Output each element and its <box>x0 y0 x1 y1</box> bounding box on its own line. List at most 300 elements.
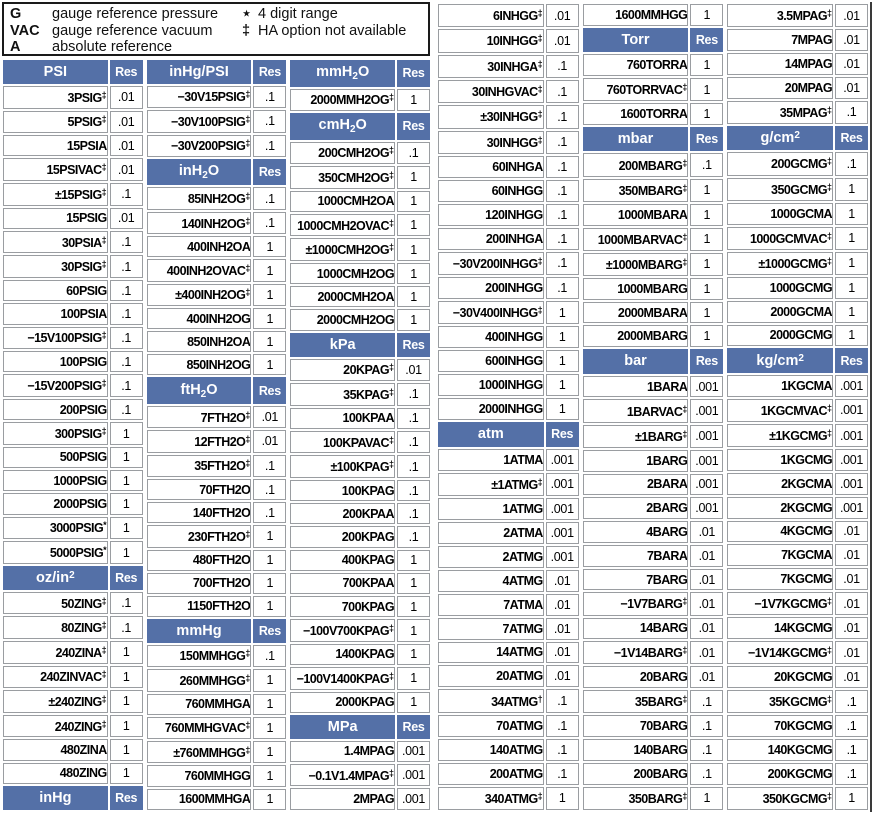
range-code-cell: 100PSIA <box>3 303 108 324</box>
range-code-cell: 70ATMG <box>438 715 544 737</box>
section-header-row <box>727 348 868 373</box>
res-header-cell: Res <box>397 715 430 739</box>
res-header-cell: Res <box>397 113 430 140</box>
range-row <box>290 667 430 690</box>
range-code-cell: 1400KPAG <box>290 644 395 665</box>
res-value-cell: .01 <box>546 570 579 592</box>
range-row <box>147 694 287 715</box>
res-value-cell: 1 <box>110 666 143 689</box>
range-row <box>727 544 868 566</box>
section-header-row <box>147 60 287 84</box>
range-code-cell: 1ATMG <box>438 498 544 520</box>
range-row <box>727 277 868 299</box>
legend-text: absolute reference <box>52 39 173 55</box>
range-code-cell: 850INH2OA <box>147 331 252 352</box>
range-code-cell: 230FTH2O‡ <box>147 525 252 547</box>
unit-header-cell: mbar <box>583 127 689 152</box>
res-value-cell: .001 <box>835 473 868 495</box>
range-row <box>290 596 430 617</box>
range-code-cell: 60INHGG <box>438 180 544 202</box>
range-code-cell: 1BARG <box>583 450 689 472</box>
res-value-cell: .001 <box>835 449 868 471</box>
range-row <box>290 741 430 762</box>
unit-column <box>288 58 432 812</box>
range-code-cell: −30V200PSIG‡ <box>147 135 252 157</box>
range-row <box>438 642 579 664</box>
res-value-cell: 1 <box>253 741 286 763</box>
legend-symbol: G <box>10 6 22 22</box>
range-code-cell: 30PSIA‡ <box>3 231 108 254</box>
res-value-cell: .1 <box>397 480 430 501</box>
res-value-cell: .1 <box>546 228 579 250</box>
range-row <box>438 228 579 250</box>
res-value-cell: 1 <box>690 103 723 125</box>
range-code-cell: 30INHGA‡ <box>438 55 544 78</box>
range-code-cell: ±100KPAG‡ <box>290 455 395 478</box>
res-value-cell: .1 <box>253 187 286 209</box>
res-value-cell: 1 <box>835 227 868 250</box>
legend-reference-symbols <box>10 6 242 56</box>
range-code-cell: 140BARG <box>583 739 689 761</box>
range-row <box>3 616 143 639</box>
range-row <box>727 641 868 664</box>
range-code-cell: 6INHGG‡ <box>438 4 544 27</box>
range-row <box>3 111 143 134</box>
unit-header-cell: PSI <box>3 60 108 84</box>
unit-header-cell: ftH$_2$O <box>147 377 252 403</box>
res-value-cell: .01 <box>397 359 430 382</box>
res-value-cell: 1 <box>397 166 430 189</box>
res-value-cell: .1 <box>546 715 579 737</box>
range-row <box>3 327 143 350</box>
res-value-cell: .1 <box>397 526 430 547</box>
section-header-row <box>147 377 287 403</box>
range-row <box>290 692 430 713</box>
range-row <box>583 715 724 737</box>
range-code-cell: 760TORRA <box>583 54 689 76</box>
res-value-cell: .1 <box>835 152 868 175</box>
range-row <box>147 455 287 477</box>
range-row <box>3 690 143 713</box>
range-row <box>147 550 287 571</box>
res-value-cell: .1 <box>397 383 430 406</box>
res-value-cell: .01 <box>690 569 723 591</box>
range-row <box>438 594 579 616</box>
range-code-cell: 150MMHGG‡ <box>147 645 252 667</box>
res-value-cell: 1 <box>397 692 430 713</box>
range-code-cell: ±240ZING‡ <box>3 690 108 713</box>
range-code-cell: 240ZINA‡ <box>3 641 108 664</box>
range-code-cell: 1KGCMA <box>727 375 833 397</box>
res-value-cell: .1 <box>397 431 430 454</box>
range-row <box>727 399 868 422</box>
res-value-cell: .1 <box>690 715 723 737</box>
range-row <box>290 309 430 330</box>
range-row <box>583 103 724 125</box>
res-value-cell: .1 <box>835 690 868 713</box>
res-value-cell: 1 <box>397 667 430 690</box>
range-code-cell: 500PSIG <box>3 447 108 468</box>
res-value-cell: .1 <box>690 153 723 176</box>
range-code-cell: 4KGCMG <box>727 521 833 543</box>
unit-header-cell: mmH$_2$O <box>290 60 395 87</box>
res-value-cell: .001 <box>690 399 723 422</box>
range-row <box>727 4 868 27</box>
range-code-cell: 7ATMA <box>438 594 544 616</box>
range-code-cell: 400INH2OA <box>147 236 252 257</box>
range-row <box>147 354 287 375</box>
res-value-cell: .01 <box>546 665 579 687</box>
res-value-cell: .001 <box>690 425 723 448</box>
res-value-cell: 1 <box>253 550 286 571</box>
legend-item <box>242 23 422 40</box>
res-value-cell: 1 <box>253 669 286 691</box>
res-value-cell: .1 <box>690 739 723 761</box>
range-code-cell: 760MMHGG <box>147 765 252 786</box>
pressure-range-table-right <box>436 2 872 812</box>
range-row <box>583 690 724 713</box>
range-code-cell: 85INH2OG‡ <box>147 187 252 209</box>
range-row <box>727 152 868 175</box>
res-value-cell: .01 <box>110 86 143 109</box>
range-row <box>147 765 287 786</box>
range-row <box>290 788 430 810</box>
range-code-cell: 2KGCMG <box>727 497 833 519</box>
range-code-cell: 4ATMG <box>438 570 544 592</box>
range-row <box>290 142 430 165</box>
range-row <box>147 502 287 523</box>
range-row <box>438 715 579 737</box>
range-code-cell: ±1000MBARG‡ <box>583 253 689 276</box>
range-row <box>583 4 724 26</box>
range-row <box>3 374 143 397</box>
res-value-cell: .1 <box>546 131 579 154</box>
range-code-cell: 70FTH2O <box>147 479 252 500</box>
range-row <box>583 253 724 276</box>
res-value-cell: 1 <box>110 517 143 540</box>
range-code-cell: 340ATMG‡ <box>438 787 544 811</box>
range-code-cell: −30V200INHGG‡ <box>438 252 544 275</box>
range-code-cell: −1V14KGCMG‡ <box>727 641 833 664</box>
range-code-cell: 2000MBARG <box>583 325 689 347</box>
res-value-cell: .1 <box>253 86 286 108</box>
range-code-cell: 14MPAG <box>727 53 833 75</box>
res-value-cell: 1 <box>690 4 723 26</box>
res-value-cell: .001 <box>546 546 579 568</box>
res-value-cell: 1 <box>110 422 143 445</box>
range-row <box>727 690 868 713</box>
range-row <box>727 568 868 590</box>
res-value-cell: 1 <box>253 236 286 257</box>
range-code-cell: 2ATMA <box>438 522 544 544</box>
range-row <box>727 521 868 543</box>
range-code-cell: −30V15PSIG‡ <box>147 86 252 108</box>
res-value-cell: 1 <box>835 203 868 225</box>
range-row <box>3 470 143 491</box>
res-value-cell: 1 <box>835 252 868 275</box>
res-value-cell: 1 <box>690 54 723 76</box>
section-header-row <box>3 60 143 84</box>
res-value-cell: 1 <box>397 596 430 617</box>
res-value-cell: .01 <box>835 29 868 51</box>
range-code-cell: 30INHGG‡ <box>438 131 544 154</box>
range-row <box>438 301 579 324</box>
range-code-cell: 14BARG <box>583 618 689 640</box>
res-value-cell: .1 <box>546 204 579 226</box>
res-value-cell: 1 <box>253 694 286 715</box>
range-row <box>583 302 724 324</box>
range-row <box>147 259 287 281</box>
res-header-cell: Res <box>690 127 723 152</box>
range-code-cell: 1ATMA <box>438 449 544 471</box>
range-row <box>3 255 143 278</box>
range-code-cell: 400INH2OG <box>147 308 252 329</box>
range-row <box>290 619 430 642</box>
range-row <box>727 666 868 688</box>
range-row <box>147 479 287 500</box>
range-row <box>438 252 579 275</box>
range-row <box>3 641 143 664</box>
res-value-cell: .001 <box>546 473 579 496</box>
range-code-cell: 7BARG <box>583 569 689 591</box>
range-row <box>583 425 724 448</box>
range-row <box>438 277 579 299</box>
range-code-cell: −0.1V1.4MPAG‡ <box>290 764 395 787</box>
range-code-cell: 100KPAG <box>290 480 395 501</box>
range-code-cell: 35KPAG‡ <box>290 383 395 406</box>
range-code-cell: 70KGCMG <box>727 715 833 737</box>
range-row <box>727 424 868 447</box>
range-code-cell: 20MPAG <box>727 77 833 99</box>
section-header-row <box>290 333 430 357</box>
legend-box <box>2 2 430 56</box>
range-row <box>438 374 579 396</box>
res-value-cell: .001 <box>835 497 868 519</box>
res-value-cell: .001 <box>690 497 723 519</box>
star-icon: ⋆ <box>242 6 252 22</box>
res-value-cell: .001 <box>397 764 430 787</box>
range-row <box>290 526 430 547</box>
res-value-cell: 1 <box>397 191 430 212</box>
res-value-cell: 1 <box>690 302 723 324</box>
range-code-cell: 200ATMG <box>438 763 544 785</box>
res-value-cell: .1 <box>110 616 143 639</box>
range-code-cell: 350CMH2OG‡ <box>290 166 395 189</box>
range-code-cell: 7KGCMA <box>727 544 833 566</box>
res-value-cell: .1 <box>546 156 579 178</box>
res-value-cell: 1 <box>690 179 723 202</box>
res-header-cell: Res <box>110 566 143 590</box>
res-value-cell: 1 <box>835 787 868 810</box>
range-code-cell: 140ATMG <box>438 739 544 761</box>
legend-text: gauge reference pressure <box>52 6 219 22</box>
range-row <box>727 252 868 275</box>
range-code-cell: 100KPAA <box>290 408 395 429</box>
res-value-cell: .01 <box>835 641 868 664</box>
range-code-cell: 10INHGG‡ <box>438 29 544 52</box>
range-code-cell: 1600MMHGG <box>583 4 689 26</box>
res-value-cell: .1 <box>546 277 579 299</box>
range-row <box>147 573 287 594</box>
legend-item <box>242 6 422 23</box>
range-code-cell: 15PSIG <box>3 208 108 229</box>
range-row <box>438 4 579 27</box>
range-row <box>147 331 287 352</box>
range-code-cell: 400INHGG <box>438 326 544 348</box>
range-row <box>147 308 287 329</box>
range-row <box>438 131 579 154</box>
range-row <box>3 422 143 445</box>
range-code-cell: 1000MBARVAC‡ <box>583 228 689 251</box>
range-code-cell: 80ZING‡ <box>3 616 108 639</box>
range-code-cell: ±30INHGG‡ <box>438 105 544 128</box>
res-value-cell: 1 <box>546 350 579 372</box>
unit-header-cell: bar <box>583 349 689 374</box>
range-row <box>147 135 287 157</box>
range-row <box>727 53 868 75</box>
res-value-cell: 1 <box>397 550 430 571</box>
section-header-row <box>438 422 579 447</box>
range-code-cell: 14ATMG <box>438 642 544 664</box>
res-value-cell: 1 <box>110 763 143 784</box>
range-row <box>290 480 430 501</box>
res-value-cell: 1 <box>690 228 723 251</box>
res-value-cell: .1 <box>110 374 143 397</box>
range-code-cell: 2000CMH2OG <box>290 309 395 330</box>
range-code-cell: ±1BARG‡ <box>583 425 689 448</box>
range-code-cell: 2MPAG <box>290 788 395 810</box>
range-row <box>583 228 724 251</box>
range-row <box>438 473 579 496</box>
res-value-cell: 1 <box>253 596 286 617</box>
res-value-cell: 1 <box>110 447 143 468</box>
range-code-cell: 70BARG <box>583 715 689 737</box>
range-code-cell: 7MPAG <box>727 29 833 51</box>
range-code-cell: 2BARG <box>583 497 689 519</box>
range-code-cell: 200MBARG‡ <box>583 153 689 176</box>
res-value-cell: .01 <box>835 521 868 543</box>
unit-header-cell: $kg/cm^2$ <box>727 348 833 373</box>
range-row <box>727 101 868 124</box>
range-code-cell: ±1000CMH2OG‡ <box>290 238 395 261</box>
range-code-cell: 1000INHGG <box>438 374 544 396</box>
res-value-cell: .001 <box>835 399 868 422</box>
res-value-cell: .1 <box>397 142 430 165</box>
range-row <box>290 191 430 212</box>
unit-column <box>145 58 289 812</box>
res-header-cell: Res <box>253 159 286 185</box>
legend-option-symbols <box>242 6 422 56</box>
range-code-cell: 35FTH2O‡ <box>147 455 252 477</box>
range-code-cell: 7ATMG <box>438 618 544 640</box>
res-value-cell: .01 <box>546 594 579 616</box>
range-code-cell: 30INHGVAC‡ <box>438 80 544 103</box>
res-value-cell: .1 <box>110 327 143 350</box>
range-code-cell: 50ZING‡ <box>3 592 108 615</box>
range-code-cell: 760MMHGVAC‡ <box>147 717 252 739</box>
range-code-cell: 20KGCMG <box>727 666 833 688</box>
range-code-cell: 1.4MPAG <box>290 741 395 762</box>
res-value-cell: .001 <box>690 376 723 398</box>
unit-header-cell: MPa <box>290 715 395 739</box>
range-row <box>583 450 724 472</box>
range-row <box>3 231 143 254</box>
unit-header-cell: $g/cm^2$ <box>727 126 833 151</box>
res-value-cell: .01 <box>835 77 868 99</box>
res-value-cell: .01 <box>546 29 579 52</box>
range-code-cell: 350GCMG‡ <box>727 178 833 201</box>
range-row <box>583 545 724 567</box>
range-row <box>438 398 579 420</box>
range-row <box>727 375 868 397</box>
range-row <box>583 666 724 688</box>
range-row <box>438 689 579 712</box>
res-value-cell: 1 <box>690 325 723 347</box>
res-value-cell: .01 <box>690 618 723 640</box>
range-row <box>3 135 143 156</box>
res-value-cell: 1 <box>397 286 430 307</box>
range-row <box>583 763 724 785</box>
range-code-cell: ±1ATMG‡ <box>438 473 544 496</box>
range-code-cell: 30PSIG‡ <box>3 255 108 278</box>
res-value-cell: .1 <box>546 80 579 103</box>
range-row <box>438 449 579 471</box>
range-row <box>147 212 287 234</box>
range-code-cell: 200GCMG‡ <box>727 152 833 175</box>
range-row <box>3 183 143 206</box>
res-value-cell: .01 <box>835 544 868 566</box>
range-code-cell: 2000PSIG <box>3 493 108 514</box>
range-code-cell: 200PSIG <box>3 399 108 420</box>
range-row <box>438 763 579 785</box>
legend-text: gauge reference vacuum <box>52 22 213 39</box>
res-value-cell: .001 <box>835 424 868 447</box>
res-header-cell: Res <box>397 333 430 357</box>
range-code-cell: ±1000GCMG‡ <box>727 252 833 275</box>
range-code-cell: 1000CMH2OA <box>290 191 395 212</box>
res-value-cell: 1 <box>110 690 143 713</box>
section-header-row <box>147 159 287 185</box>
range-row <box>438 204 579 226</box>
range-code-cell: 1000GCMVAC‡ <box>727 227 833 250</box>
res-value-cell: .1 <box>253 135 286 157</box>
range-row <box>290 431 430 454</box>
unit-header-cell: inH$_2$O <box>147 159 252 185</box>
range-code-cell: 140FTH2O <box>147 502 252 523</box>
range-code-cell: 60PSIG <box>3 280 108 301</box>
range-row <box>147 789 287 810</box>
range-code-cell: 140INH2OG‡ <box>147 212 252 234</box>
range-row <box>583 78 724 101</box>
range-row <box>290 764 430 787</box>
range-row <box>147 86 287 108</box>
range-code-cell: 760TORRVAC‡ <box>583 78 689 101</box>
res-value-cell: 1 <box>253 308 286 329</box>
res-value-cell: .001 <box>835 375 868 397</box>
res-value-cell: 1 <box>253 765 286 786</box>
range-row <box>727 449 868 471</box>
section-header-row <box>583 127 724 152</box>
res-value-cell: 1 <box>253 354 286 375</box>
section-header-row <box>583 28 724 53</box>
unit-column <box>581 2 726 812</box>
unit-header-cell: inHg/PSI <box>147 60 252 84</box>
range-code-cell: 300PSIG‡ <box>3 422 108 445</box>
res-value-cell: 1 <box>253 573 286 594</box>
res-value-cell: 1 <box>546 787 579 811</box>
res-header-cell: Res <box>835 348 868 373</box>
range-row <box>290 238 430 261</box>
